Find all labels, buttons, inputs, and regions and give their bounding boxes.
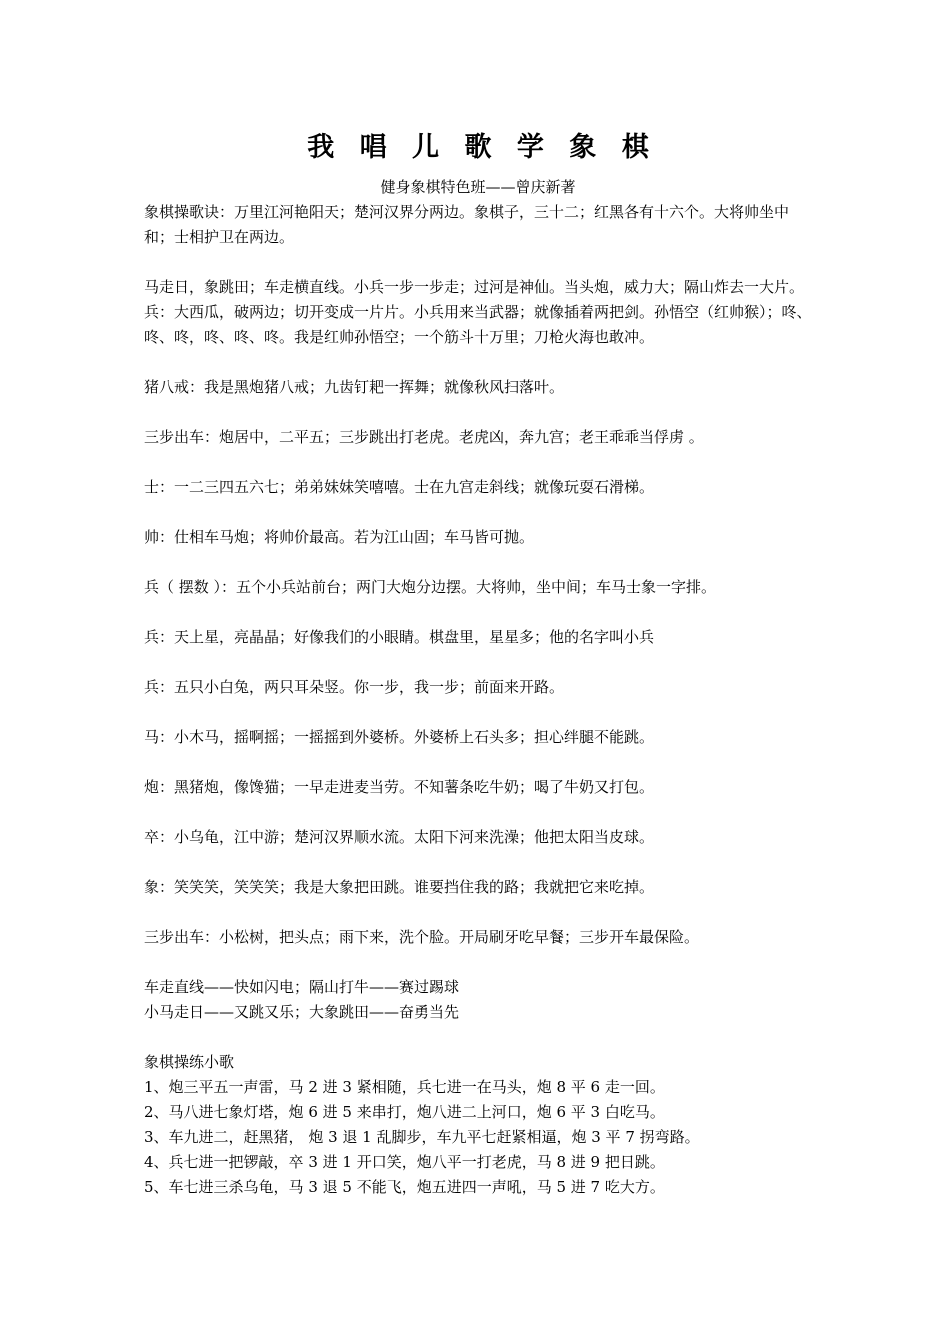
paragraph: 士：一二三四五六七；弟弟妹妹笑嘻嘻。士在九宫走斜线；就像玩耍石滑梯。: [144, 478, 655, 496]
blank-line: [144, 1025, 812, 1050]
blank-line: [144, 500, 812, 525]
blank-line: [144, 550, 812, 575]
paragraph: 兵：五只小白兔，两只耳朵竖。你一步，我一步；前面来开路。: [144, 678, 565, 696]
paragraph: 三步出车：炮居中，二平五；三步跳出打老虎。老虎凶，奔九宫；老王乖乖当俘虏 。: [144, 428, 704, 446]
blank-line: [144, 650, 812, 675]
blank-line: [144, 900, 812, 925]
blank-line: [144, 350, 812, 375]
paragraph: 帅：仕相车马炮；将帅价最高。若为江山固；车马皆可抛。: [144, 528, 535, 546]
section-heading: 象棋操练小歌: [144, 1053, 235, 1071]
list-item: 1、炮三平五一声雷，马 2 进 3 紧相随，兵七进一在马头，炮 8 平 6 走一回。: [144, 1078, 665, 1096]
document-title: 我 唱 儿 歌 学 象 棋: [307, 132, 657, 163]
list-item: 4、兵七进一把锣敲，卒 3 进 1 开口笑，炮八平一打老虎，马 8 进 9 把日跳。: [144, 1153, 665, 1171]
paragraph: 猪八戒：我是黑炮猪八戒；九齿钉耙一挥舞；就像秋风扫落叶。: [144, 378, 565, 396]
list-item: 5、车七进三杀乌龟，马 3 退 5 不能飞，炮五进四一声吼，马 5 进 7 吃大方。: [144, 1178, 665, 1196]
blank-line: [144, 600, 812, 625]
blank-line: [144, 750, 812, 775]
blank-line: [144, 450, 812, 475]
document-page: [144, 128, 812, 1200]
paragraph: 马：小木马，摇啊摇；一摇摇到外婆桥。外婆桥上石头多；担心绊腿不能跳。: [144, 728, 655, 746]
paragraph: 马走日，象跳田；车走横直线。小兵一步一步走；过河是神仙。当头炮，威力大；隔山炸去一大片。: [144, 278, 805, 296]
blank-line: [144, 400, 812, 425]
list-item: 2、马八进七象灯塔，炮 6 进 5 来串打，炮八进二上河口，炮 6 平 3 白吃马。: [144, 1103, 665, 1121]
paragraph: 兵：天上星，亮晶晶；好像我们的小眼睛。棋盘里，星星多；他的名字叫小兵: [144, 628, 655, 646]
blank-line: [144, 850, 812, 875]
paragraph: 象棋操歌诀：万里江河艳阳天；楚河汉界分两边。象棋子，三十二；红黑各有十六个。大将帅坐中和；士相护卫在两边。: [144, 203, 790, 246]
paragraph: 三步出车：小松树，把头点；雨下来，洗个脸。开局刷牙吃早餐；三步开车最保险。: [144, 928, 700, 946]
paragraph: 象：笑笑笑，笑笑笑；我是大象把田跳。谁要挡住我的路；我就把它来吃掉。: [144, 878, 655, 896]
paragraph: 兵：大西瓜，破两边；切开变成一片片。小兵用来当武器；就像插着两把剑。孙悟空（红帅猴）；咚、咚、咚，咚、咚、咚。我是红帅孙悟空；一个筋斗十万里；刀枪火海也敢冲。: [144, 303, 812, 346]
paragraph: 小马走日——又跳又乐；大象跳田——奋勇当先: [144, 1003, 460, 1021]
paragraph: 炮：黑猪炮，像馋猫；一早走进麦当劳。不知薯条吃牛奶；喝了牛奶又打包。: [144, 778, 655, 796]
blank-line: [144, 800, 812, 825]
blank-line: [144, 700, 812, 725]
paragraph: 卒：小乌龟，江中游；楚河汉界顺水流。太阳下河来洗澡；他把太阳当皮球。: [144, 828, 655, 846]
paragraph: 兵（ 摆数 ）：五个小兵站前台；两门大炮分边摆。大将帅，坐中间；车马士象一字排。: [144, 578, 717, 596]
blank-line: [144, 950, 812, 975]
paragraph: 车走直线——快如闪电；隔山打牛——赛过踢球: [144, 978, 460, 996]
list-item: 3、车九进二，赶黑猪， 炮 3 退 1 乱脚步，车九平七赶紧相逼，炮 3 平 7 拐弯路。: [144, 1128, 700, 1146]
blank-line: [144, 250, 812, 275]
document-subtitle: 健身象棋特色班——曾庆新著: [380, 178, 576, 196]
document-body: [144, 200, 812, 1200]
